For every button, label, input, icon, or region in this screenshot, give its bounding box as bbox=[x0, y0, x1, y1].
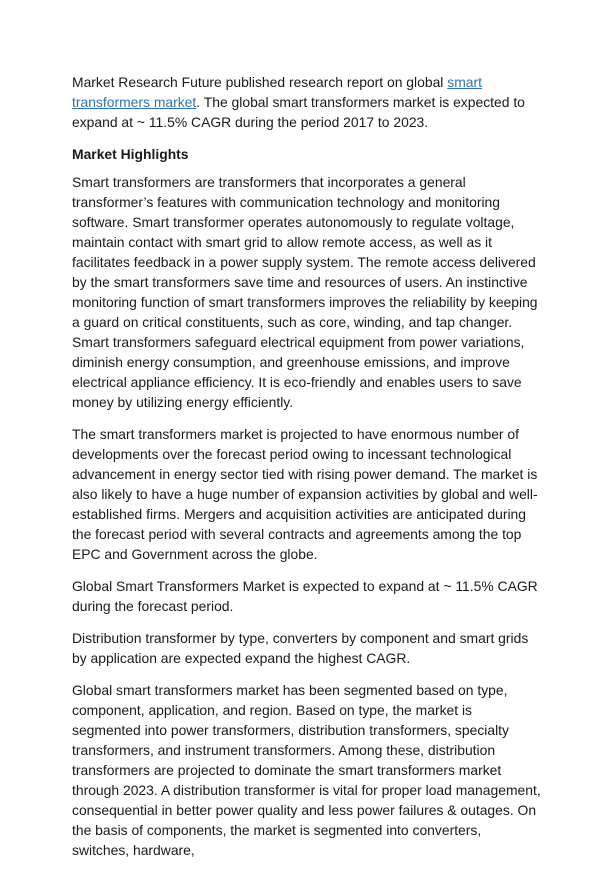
smart-transformers-market-link[interactable]: smart transformers market bbox=[72, 74, 482, 110]
paragraph-market-segmentation: Global smart transformers market has been segmented based on type, component, application, and region. Based on type, the market is segmented into power transformers, distribution transformers, specialty transformers, and instrument transformers. Among these, distribution transformers are projected to dominate the smart transformers market through 2023. A distribution transformer is vital for proper load management, consequential in better power quality and less power failures & outages. On the basis of components, the market is segmented into converters, switches, hardware, bbox=[72, 682, 541, 858]
document-page bbox=[72, 72, 542, 872]
paragraph-smart-transformers-definition: Smart transformers are transformers that incorporates a general transformer’s features with communication technology and monitoring software. Smart transformer operates autonomously to regulate voltage, maintain contact with smart grid to allow remote access, as well as it facilitates feedback in a power supply system. The remote access delivered by the smart transformers save time and resources of users. An instinctive monitoring function of smart transformers improves the reliability by keeping a guard on critical constituents, such as core, winding, and tap changer. Smart transformers safeguard electrical equipment from power variations, diminish energy consumption, and greenhouse emissions, and improve electrical appliance efficiency. It is eco-friendly and enables users to save money by utilizing energy efficiently. bbox=[72, 174, 538, 410]
paragraph-market-developments: The smart transformers market is projected to have enormous number of developments over the forecast period owing to incessant technological advancement in energy sector tied with rising power demand. The market is also likely to have a huge number of expansion activities by global and well-established firms. Mergers and acquisition activities are anticipated during the forecast period with several contracts and agreements among the top EPC and Government across the globe. bbox=[72, 426, 538, 562]
intro-paragraph bbox=[72, 72, 542, 132]
market-highlights-heading: Market Highlights bbox=[72, 146, 189, 162]
paragraph-cagr-statement: Global Smart Transformers Market is expected to expand at ~ 11.5% CAGR during the forecast period. bbox=[72, 578, 538, 614]
intro-text-after-link: . The global smart transformers market is expected to expand at ~ 11.5% CAGR during the period 2017 to 2023. bbox=[72, 94, 525, 130]
intro-text-before-link: Market Research Future published research report on global bbox=[72, 74, 448, 90]
paragraph-highest-cagr-segments: Distribution transformer by type, converters by component and smart grids by application are expected expand the highest CAGR. bbox=[72, 630, 529, 666]
